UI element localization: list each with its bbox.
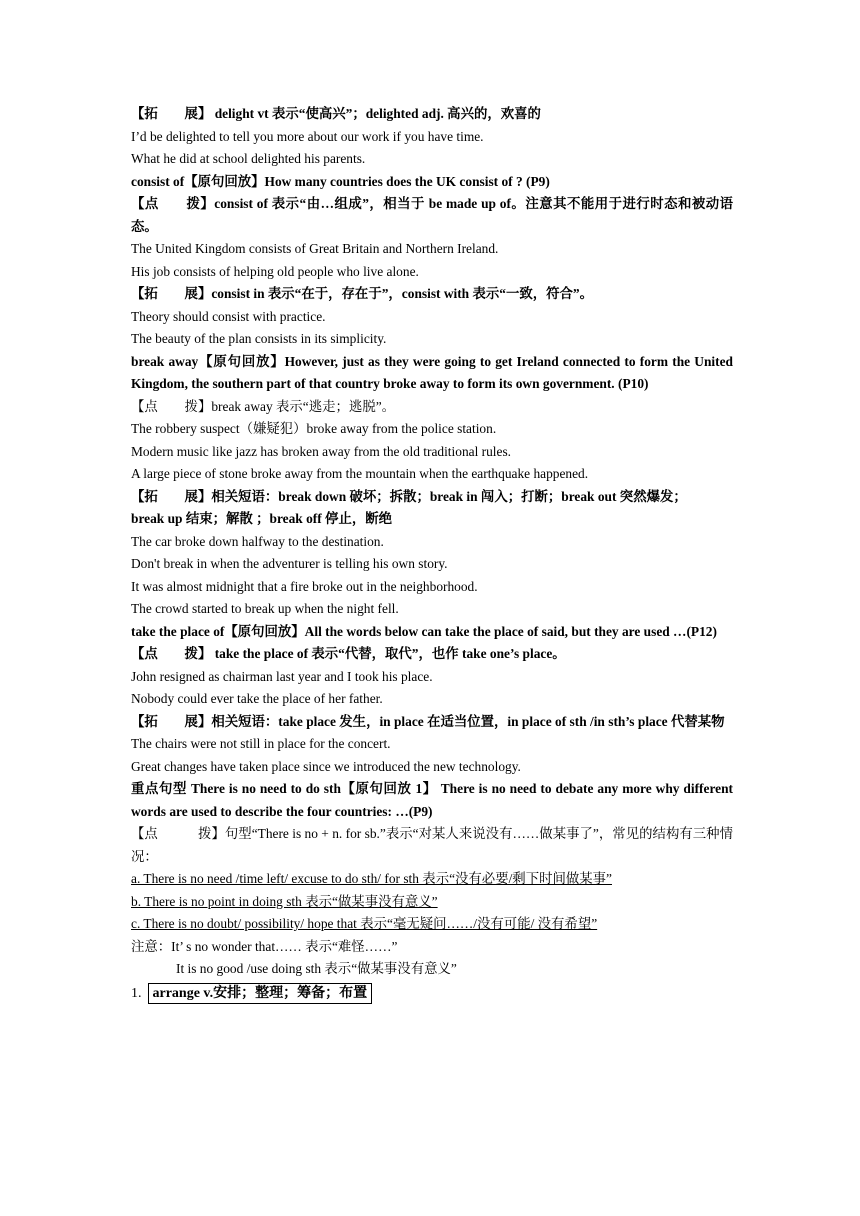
note-no-wonder: 注意：It’ s no wonder that…… 表示“难怪……”	[131, 938, 398, 954]
take-the-place-example-1: John resigned as chairman last year and I took his place.	[131, 668, 433, 684]
take-the-place-of-tip: 【点 拨】 take the place of 表示“代替，取代”，也作 take one’s place。	[131, 646, 566, 661]
take-the-place-example-2: Nobody could ever take the place of her father.	[131, 691, 383, 706]
key-sentence-heading: 重点句型 There is no need to do sth【原句回放 1】 There is no need to debate any more why different words are used to describe the four countries: …(P9)	[131, 781, 733, 819]
arrange-boxed-term: arrange v.安排；整理；筹备；布置	[148, 983, 373, 1004]
key-sentence-tip: 【点 拨】句型“There is no + n. for sb.”表示“对某人来说没有……做某事了”，常见的结构有三种情况：	[131, 826, 733, 864]
numbered-item-arrange	[131, 983, 733, 1006]
consist-of-tip: 【点 拨】consist of 表示“由…组成”，相当于 be made up of。注意其不能用于进行时态和被动语态。	[131, 196, 733, 234]
break-away-tip: 【点 拨】break away 表示“逃走；逃脱”。	[131, 398, 396, 414]
delight-example-1: I’d be delighted to tell you more about our work if you have time.	[131, 128, 484, 144]
break-in-example: Don't break in when the adventurer is telling his own story.	[131, 556, 448, 571]
break-away-example-2: Modern music like jazz has broken away from the old traditional rules.	[131, 443, 512, 459]
consist-of-heading: consist of【原句回放】How many countries does the UK consist of ? (P9)	[131, 173, 550, 189]
take-the-place-of-heading: take the place of【原句回放】All the words below can take the place of said, but they are used …(P12)	[131, 623, 717, 639]
take-place-example: Great changes have taken place since we introduced the new technology.	[131, 758, 521, 774]
break-up-example: The crowd started to break up when the night fell.	[131, 601, 399, 616]
structure-b: b. There is no point in doing sth 表示“做某事没有意义”	[131, 893, 438, 909]
structure-c: c. There is no doubt/ possibility/ hope that 表示“毫无疑问……/没有可能/ 没有希望”	[131, 916, 598, 931]
break-phrases-continued: break up 结束；解散 ；break off 停止，断绝	[131, 511, 393, 526]
delight-expansion-heading: 【拓 展】 delight vt 表示“使高兴”；delighted adj. 高兴的，欢喜的	[131, 106, 541, 121]
consist-in-example: The beauty of the plan consists in its simplicity.	[131, 331, 387, 346]
consist-of-example-1: The United Kingdom consists of Great Britain and Northern Ireland.	[131, 241, 499, 256]
break-away-heading: break away【原句回放】However, just as they were going to get Ireland connected to form the United Kingdom, the southern part of that country broke away to form its own government. (P10)	[131, 353, 733, 391]
break-away-example-1: The robbery suspect（嫌疑犯）broke away from the police station.	[131, 421, 497, 436]
consist-with-example: Theory should consist with practice.	[131, 308, 326, 324]
break-phrases-expansion: 【拓 展】相关短语：break down 破坏；拆散；break in 闯入；打断；break out 突然爆发；	[131, 488, 687, 504]
document-body	[131, 103, 733, 1005]
structure-a: a. There is no need /time left/ excuse to do sth/ for sth 表示“没有必要/剩下时间做某事”	[131, 871, 612, 886]
delight-example-2: What he did at school delighted his parents.	[131, 151, 366, 166]
note-no-good: It is no good /use doing sth 表示“做某事没有意义”	[176, 961, 457, 976]
consist-expansion: 【拓 展】consist in 表示“在于，存在于”，consist with 表示“一致，符合”。	[131, 286, 593, 301]
consist-of-example-2: His job consists of helping old people who live alone.	[131, 263, 419, 279]
take-place-expansion: 【拓 展】相关短语：take place 发生，in place 在适当位置，in place of sth /in sth’s place 代替某物	[131, 713, 725, 729]
break-down-example: The car broke down halfway to the destination.	[131, 533, 384, 549]
break-away-example-3: A large piece of stone broke away from the mountain when the earthquake happened.	[131, 466, 589, 481]
item-number: 1.	[131, 985, 142, 1001]
break-out-example: It was almost midnight that a fire broke out in the neighborhood.	[131, 578, 478, 594]
in-place-example: The chairs were not still in place for the concert.	[131, 736, 391, 751]
